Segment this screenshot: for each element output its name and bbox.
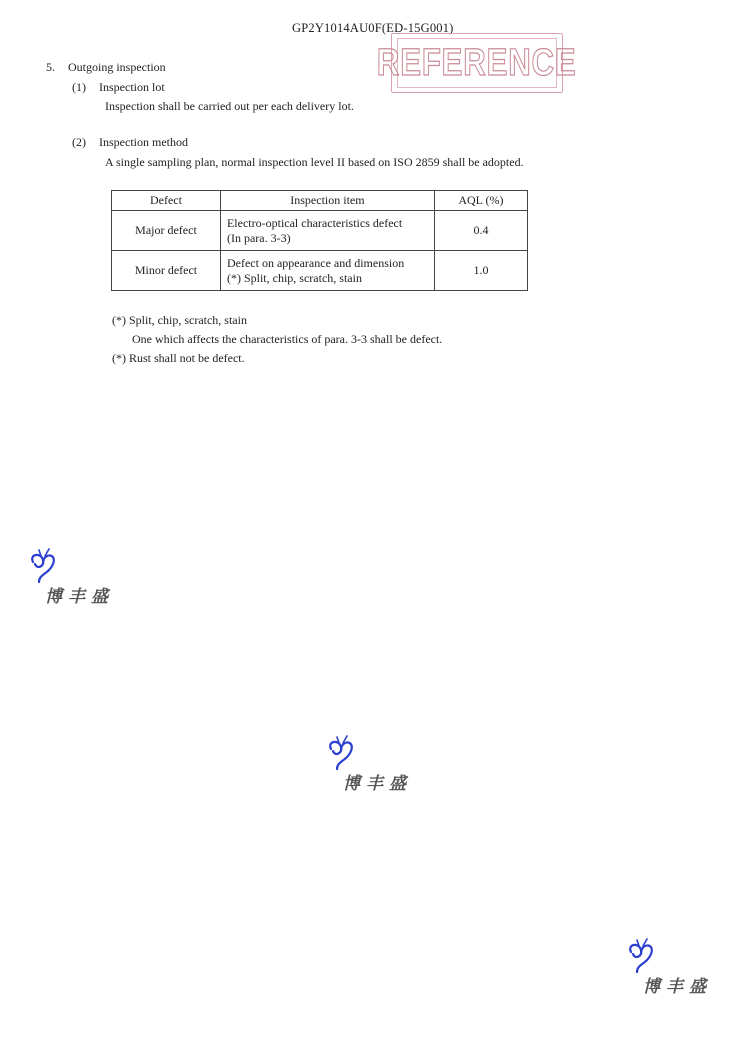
defect-cell: Major defect — [112, 211, 221, 251]
item-line: Defect on appearance and dimension — [226, 255, 405, 270]
section-title: Outgoing inspection — [68, 60, 166, 74]
note-2: (*) Rust shall not be defect. — [112, 351, 245, 365]
inspection-item-cell — [220, 211, 434, 251]
watermark-text: 博丰盛 — [343, 774, 412, 794]
stamp-text: REFERENCE — [377, 41, 577, 84]
table-header-row — [112, 191, 528, 211]
subsection-2-number: (2) — [72, 135, 86, 149]
watermark-text: 博丰盛 — [643, 977, 712, 997]
document-id: GP2Y1014AU0F(ED-15G001) — [292, 21, 454, 35]
watermark-text: 博丰盛 — [45, 587, 114, 607]
inspection-table — [111, 190, 528, 291]
subsection-2-text: A single sampling plan, normal inspection level II based on ISO 2859 shall be adopted. — [105, 155, 524, 169]
watermark-logo — [325, 735, 425, 805]
reference-stamp — [377, 33, 577, 93]
subsection-1-text: Inspection shall be carried out per each delivery lot. — [105, 99, 354, 113]
header-defect: Defect — [112, 191, 221, 211]
inspection-item-cell — [220, 251, 434, 291]
watermark-logo — [625, 938, 725, 1008]
defect-cell: Minor defect — [112, 251, 221, 291]
table-row — [112, 251, 528, 291]
item-line: (In para. 3-3) — [226, 230, 291, 245]
aql-cell: 1.0 — [434, 251, 527, 291]
section-number: 5. — [46, 60, 55, 74]
table-row — [112, 211, 528, 251]
subsection-1-title: Inspection lot — [99, 80, 165, 94]
note-1: (*) Split, chip, scratch, stain — [112, 313, 247, 327]
subsection-2-title: Inspection method — [99, 135, 188, 149]
aql-cell: 0.4 — [434, 211, 527, 251]
note-1-detail: One which affects the characteristics of para. 3-3 shall be defect. — [132, 332, 443, 346]
header-aql: AQL (%) — [434, 191, 527, 211]
header-inspection-item: Inspection item — [220, 191, 434, 211]
item-line: Electro-optical characteristics defect — [226, 215, 403, 230]
subsection-1-number: (1) — [72, 80, 86, 94]
item-line: (*) Split, chip, scratch, stain — [226, 270, 362, 285]
watermark-logo — [27, 548, 127, 618]
